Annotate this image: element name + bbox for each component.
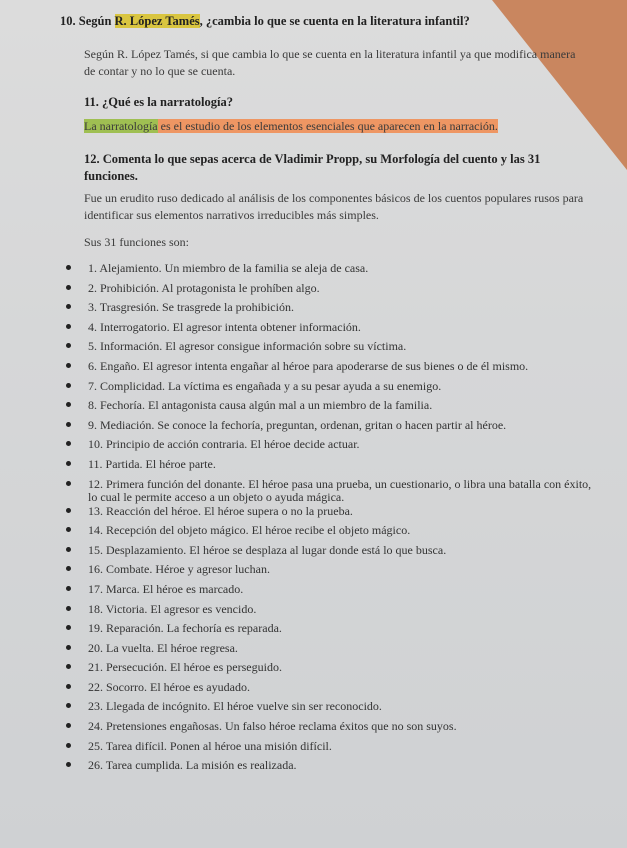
bullet-icon xyxy=(66,547,71,552)
list-item: 6. Engaño. El agresor intenta engañar al héroe para apoderarse de sus bienes o de él mismo. xyxy=(0,360,600,380)
bullet-icon xyxy=(66,645,71,650)
question-10-title xyxy=(60,14,580,29)
question-12-answer: Fue un erudito ruso dedicado al análisis de los componentes básicos de los cuentos populares rusos para identificar sus elementos narrativos irreducibles más simples. xyxy=(84,191,584,222)
bullet-icon xyxy=(66,625,71,630)
narratology-highlight: La narratología xyxy=(84,119,158,133)
list-item: 26. Tarea cumplida. La misión es realizada. xyxy=(0,759,600,779)
list-item: 24. Pretensiones engañosas. Un falso héroe reclama éxitos que no son suyos. xyxy=(0,720,600,740)
list-item: 2. Prohibición. Al protagonista le prohíben algo. xyxy=(0,282,600,302)
list-item: 14. Recepción del objeto mágico. El héroe recibe el objeto mágico. xyxy=(0,524,600,544)
question-10-text-before: Según xyxy=(78,14,112,28)
list-item: 22. Socorro. El héroe es ayudado. xyxy=(0,681,600,701)
list-item: 10. Principio de acción contraria. El héroe decide actuar. xyxy=(0,438,600,458)
question-10-number: 10. xyxy=(60,14,76,28)
question-12-title: 12. Comenta lo que sepas acerca de Vladimir Propp, su Morfología del cuento y las 31 funciones. xyxy=(84,152,541,183)
author-highlight: R. López Tamés xyxy=(114,14,200,28)
bullet-icon xyxy=(66,586,71,591)
bullet-icon xyxy=(66,363,71,368)
bullet-icon xyxy=(66,324,71,329)
list-item: 15. Desplazamiento. El héroe se desplaza al lugar donde está lo que busca. xyxy=(0,544,600,564)
list-item: 25. Tarea difícil. Ponen al héroe una misión difícil. xyxy=(0,740,600,760)
question-11-title: 11. ¿Qué es la narratología? xyxy=(84,95,233,109)
bullet-icon xyxy=(66,743,71,748)
definition-highlight: es el estudio de los elementos esenciales que aparecen en la narración. xyxy=(157,119,498,133)
list-item: 17. Marca. El héroe es marcado. xyxy=(0,583,600,603)
bullet-icon xyxy=(66,422,71,427)
list-item: 7. Complicidad. La víctima es engañada y a su pesar ayuda a su enemigo. xyxy=(0,380,600,400)
bullet-icon xyxy=(66,508,71,513)
bullet-icon xyxy=(66,343,71,348)
list-item: 5. Información. El agresor consigue información sobre su víctima. xyxy=(0,340,600,360)
bullet-icon xyxy=(66,304,71,309)
list-item: 21. Persecución. El héroe es perseguido. xyxy=(0,661,600,681)
bullet-icon xyxy=(66,461,71,466)
bullet-icon xyxy=(66,762,71,767)
bullet-icon xyxy=(66,664,71,669)
bullet-icon xyxy=(66,723,71,728)
list-item: 23. Llegada de incógnito. El héroe vuelve sin ser reconocido. xyxy=(0,700,600,720)
list-item: 12. Primera función del donante. El héroe pasa una prueba, un cuestionario, o libra una batalla con éxito, lo cual le permite acceso a un objeto o ayuda mágica. xyxy=(0,478,600,505)
question-10-answer: Según R. López Tamés, si que cambia lo que se cuenta en la literatura infantil ya que modifica manera de contar y no lo que se cuenta. xyxy=(84,47,576,78)
bullet-icon xyxy=(66,684,71,689)
bullet-icon xyxy=(66,527,71,532)
functions-intro: Sus 31 funciones son: xyxy=(84,235,189,249)
list-item: 19. Reparación. La fechoría es reparada. xyxy=(0,622,600,642)
functions-list xyxy=(0,262,600,779)
bullet-icon xyxy=(66,285,71,290)
list-item: 3. Trasgresión. Se trasgrede la prohibición. xyxy=(0,301,600,321)
bullet-icon xyxy=(66,402,71,407)
list-item: 20. La vuelta. El héroe regresa. xyxy=(0,642,600,662)
question-10-text-after: , ¿cambia lo que se cuenta en la literatura infantil? xyxy=(199,14,470,28)
list-item: 9. Mediación. Se conoce la fechoría, preguntan, ordenan, gritan o hacen partir al héroe. xyxy=(0,419,600,439)
bullet-icon xyxy=(66,703,71,708)
list-item: 16. Combate. Héroe y agresor luchan. xyxy=(0,563,600,583)
list-item: 18. Victoria. El agresor es vencido. xyxy=(0,603,600,623)
list-item: 11. Partida. El héroe parte. xyxy=(0,458,600,478)
bullet-icon xyxy=(66,566,71,571)
bullet-icon xyxy=(66,383,71,388)
bullet-icon xyxy=(66,481,71,486)
bullet-icon xyxy=(66,606,71,611)
list-item: 1. Alejamiento. Un miembro de la familia se aleja de casa. xyxy=(0,262,600,282)
list-item: 4. Interrogatorio. El agresor intenta obtener información. xyxy=(0,321,600,341)
bullet-icon xyxy=(66,441,71,446)
list-item: 8. Fechoría. El antagonista causa algún mal a un miembro de la familia. xyxy=(0,399,600,419)
question-11-answer xyxy=(84,118,604,135)
bullet-icon xyxy=(66,265,71,270)
list-item: 13. Reacción del héroe. El héroe supera o no la prueba. xyxy=(0,505,600,525)
